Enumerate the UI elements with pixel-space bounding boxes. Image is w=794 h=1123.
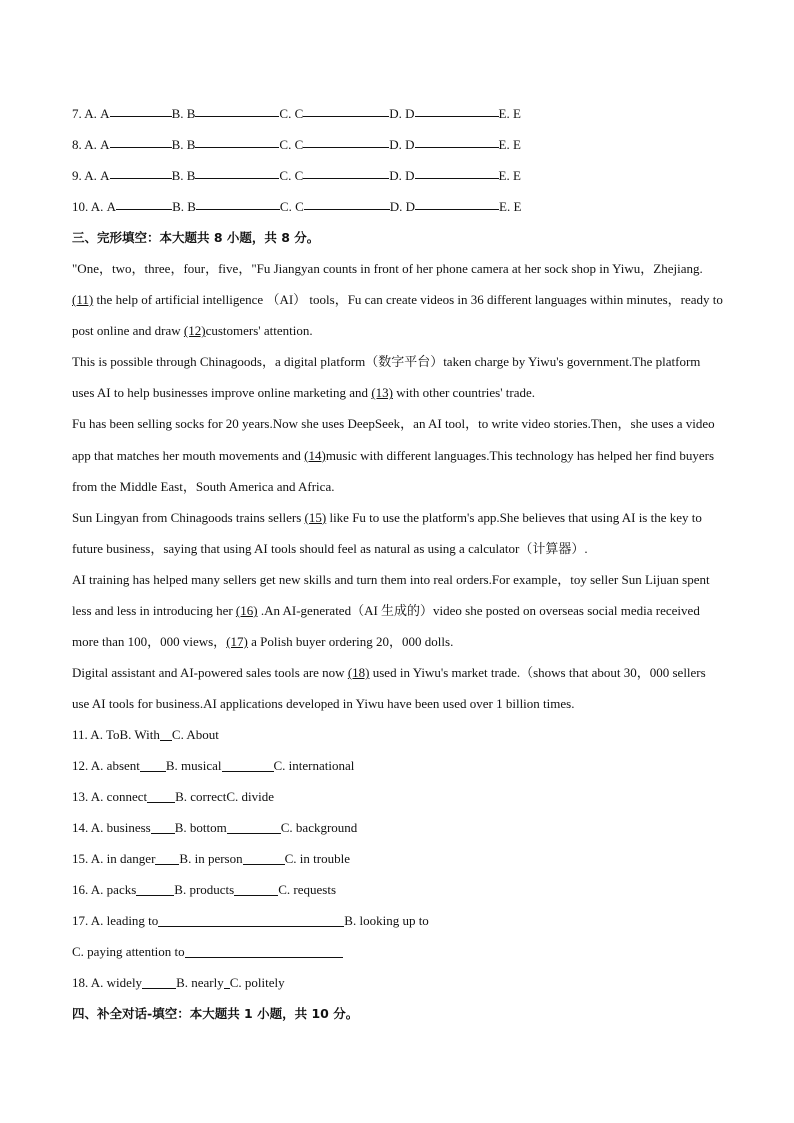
passage-paragraph-3 bbox=[72, 408, 724, 501]
passage-text: Digital assistant and AI-powered sales tools are now bbox=[72, 665, 348, 681]
exam-page bbox=[72, 98, 724, 1029]
answer-blank[interactable] bbox=[158, 908, 344, 927]
option-c: C. C bbox=[279, 199, 304, 214]
section-4-heading: 四、补全对话-填空：本大题共 1 小题，共 10 分。 bbox=[72, 1006, 359, 1022]
matching-answer-rows bbox=[72, 98, 724, 222]
answer-blank[interactable] bbox=[195, 98, 279, 117]
option-d: D. D bbox=[389, 199, 416, 214]
blank-marker-13: (13) bbox=[371, 385, 393, 401]
answer-blank[interactable] bbox=[303, 129, 389, 148]
question-option[interactable]: C. requests bbox=[278, 882, 337, 898]
option-d: D. D bbox=[389, 106, 415, 121]
answer-blank[interactable] bbox=[110, 129, 172, 148]
answer-blank[interactable] bbox=[304, 191, 390, 210]
answer-blank[interactable] bbox=[110, 160, 172, 179]
passage-text: This is possible through Chinagoods，a digital platform（数字平台）taken charge by Yiwu's government.The platform uses AI to help businesses improve online marketing and bbox=[72, 354, 701, 401]
option-b: B. B bbox=[172, 199, 196, 214]
passage-text: the help of artificial intelligence （AI） tools，Fu can create videos in 36 different languages within minutes，ready to post online and draw bbox=[72, 292, 723, 339]
option-e: E. E bbox=[498, 137, 521, 152]
matching-row bbox=[72, 129, 724, 160]
answer-blank[interactable] bbox=[142, 970, 176, 989]
option-c: C. C bbox=[279, 168, 304, 183]
passage-paragraph-2 bbox=[72, 346, 724, 408]
blank-marker-18: (18) bbox=[347, 665, 370, 681]
passage-paragraph-4 bbox=[72, 502, 724, 564]
passage-text: .An AI-generated（AI 生成的）video she posted on overseas social media received more than 100，000 views， bbox=[72, 603, 700, 650]
answer-blank[interactable] bbox=[185, 939, 343, 958]
answer-blank[interactable] bbox=[195, 160, 279, 179]
answer-blank[interactable] bbox=[234, 877, 278, 896]
answer-blank[interactable] bbox=[243, 846, 285, 865]
question-row bbox=[72, 719, 724, 750]
question-option[interactable]: B. products bbox=[174, 882, 235, 898]
question-option[interactable]: B. in person bbox=[179, 851, 243, 867]
question-option[interactable]: C. in trouble bbox=[284, 851, 350, 867]
question-row bbox=[72, 812, 724, 843]
question-row bbox=[72, 781, 724, 812]
blank-marker-15: (15) bbox=[304, 509, 327, 525]
answer-blank[interactable] bbox=[151, 815, 175, 834]
question-option[interactable]: B. With bbox=[119, 727, 160, 743]
question-row bbox=[72, 843, 724, 874]
question-option[interactable]: 15. A. in danger bbox=[72, 851, 156, 867]
answer-blank[interactable] bbox=[140, 753, 166, 772]
answer-blank[interactable] bbox=[196, 191, 280, 210]
option-b: B. B bbox=[171, 168, 196, 183]
passage-text: used in Yiwu's market trade.（shows that about 30，000 sellers use AI tools for business.AI applications developed in Yiwu have been used over 1 billion times. bbox=[72, 665, 706, 712]
answer-blank[interactable] bbox=[303, 98, 389, 117]
option-e: E. E bbox=[498, 168, 521, 183]
answer-blank[interactable] bbox=[110, 98, 172, 117]
option-b: B. B bbox=[171, 137, 196, 152]
option-a: A bbox=[100, 106, 110, 121]
blank-marker-11: (11) bbox=[72, 292, 94, 308]
matching-row bbox=[72, 160, 724, 191]
question-row bbox=[72, 750, 724, 781]
passage-text: Fu has been selling socks for 20 years.Now she uses DeepSeek，an AI tool，to write video stories.Then，she uses a video app that matches her mouth movements and bbox=[72, 416, 715, 463]
answer-blank[interactable] bbox=[155, 846, 179, 865]
option-c: C. C bbox=[279, 137, 304, 152]
answer-blank[interactable] bbox=[195, 129, 279, 148]
passage-text: customers' attention. bbox=[205, 323, 313, 339]
option-d: D. D bbox=[389, 137, 415, 152]
answer-blank[interactable] bbox=[147, 784, 175, 803]
row-number: 8. A. bbox=[72, 137, 97, 152]
passage-text: with other countries' trade. bbox=[392, 385, 536, 401]
question-option[interactable]: B. nearly bbox=[176, 975, 224, 991]
question-row bbox=[72, 936, 724, 967]
question-row bbox=[72, 874, 724, 905]
blank-marker-17: (17) bbox=[226, 634, 248, 650]
passage-text: a Polish buyer ordering 20，000 dolls. bbox=[247, 634, 454, 650]
answer-blank[interactable] bbox=[415, 98, 499, 117]
answer-blank[interactable] bbox=[415, 191, 499, 210]
matching-row bbox=[72, 98, 724, 129]
option-b: B. B bbox=[171, 106, 196, 121]
blank-marker-16: (16) bbox=[235, 603, 258, 619]
option-e: E. E bbox=[499, 199, 522, 214]
question-row bbox=[72, 967, 724, 998]
answer-blank[interactable] bbox=[303, 160, 389, 179]
answer-blank[interactable] bbox=[415, 129, 499, 148]
question-option[interactable]: C. About bbox=[171, 727, 219, 743]
option-c: C. C bbox=[279, 106, 304, 121]
question-option[interactable]: 11. A. To bbox=[72, 727, 120, 743]
question-option[interactable]: C. politely bbox=[229, 975, 285, 991]
question-option[interactable]: 14. A. business bbox=[72, 820, 151, 836]
passage-text: music with different languages.This technology has helped her find buyers from the Middle East，South America and Africa. bbox=[72, 447, 715, 494]
passage-text: "One，two，three，four，five，"Fu Jiangyan counts in front of her phone camera at her sock shop in Yiwu，Zhejiang. bbox=[72, 261, 703, 276]
question-option[interactable]: C. international bbox=[273, 758, 355, 774]
row-number: 7. A. bbox=[72, 106, 97, 121]
question-option[interactable]: B. looking up to bbox=[344, 913, 429, 929]
question-option[interactable]: B. correct bbox=[175, 789, 227, 805]
question-option[interactable]: C. divide bbox=[226, 789, 275, 805]
passage-text: Sun Lingyan from Chinagoods trains sellers bbox=[72, 509, 305, 525]
answer-blank[interactable] bbox=[116, 191, 172, 210]
row-number: 9. A. bbox=[72, 168, 97, 183]
question-row bbox=[72, 905, 724, 936]
question-option[interactable]: 16. A. packs bbox=[72, 882, 137, 898]
answer-blank[interactable] bbox=[227, 815, 281, 834]
answer-blank[interactable] bbox=[222, 753, 274, 772]
option-a: A bbox=[100, 168, 110, 183]
answer-blank[interactable] bbox=[160, 722, 172, 741]
option-a: A bbox=[106, 199, 117, 214]
answer-blank[interactable] bbox=[415, 160, 499, 179]
question-option[interactable]: 18. A. widely bbox=[72, 975, 143, 991]
blank-marker-14: (14) bbox=[304, 447, 326, 463]
option-d: D. D bbox=[389, 168, 415, 183]
passage-paragraph-5 bbox=[72, 564, 724, 657]
question-option[interactable]: B. musical bbox=[165, 758, 222, 774]
passage-paragraph-6 bbox=[72, 657, 724, 719]
section-3-heading: 三、完形填空：本大题共 8 小题，共 8 分。 bbox=[72, 230, 320, 245]
passage-text: like Fu to use the platform's app.She believes that using AI is the key to future business，saying that using AI tools should feel as natural as using a calculator（计算器）. bbox=[72, 509, 702, 556]
passage-text: AI training has helped many sellers get new skills and turn them into real orders.For example，toy seller Sun Lijuan spent less and less in introducing her bbox=[72, 571, 710, 619]
question-option[interactable]: C. background bbox=[280, 820, 358, 836]
question-option[interactable]: 12. A. absent bbox=[72, 758, 140, 774]
passage-paragraph-1 bbox=[72, 253, 724, 346]
matching-row bbox=[72, 191, 724, 222]
question-option[interactable]: C. paying attention to bbox=[72, 944, 185, 960]
blank-marker-12: (12) bbox=[183, 323, 206, 339]
question-option[interactable]: B. bottom bbox=[174, 820, 227, 836]
answer-blank[interactable] bbox=[136, 877, 174, 896]
row-number: 10. A. bbox=[72, 199, 104, 214]
question-option[interactable]: 13. A. connect bbox=[72, 789, 148, 805]
cloze-questions bbox=[72, 719, 724, 998]
question-option[interactable]: 17. A. leading to bbox=[72, 913, 159, 929]
option-e: E. E bbox=[498, 106, 521, 121]
option-a: A bbox=[100, 137, 110, 152]
